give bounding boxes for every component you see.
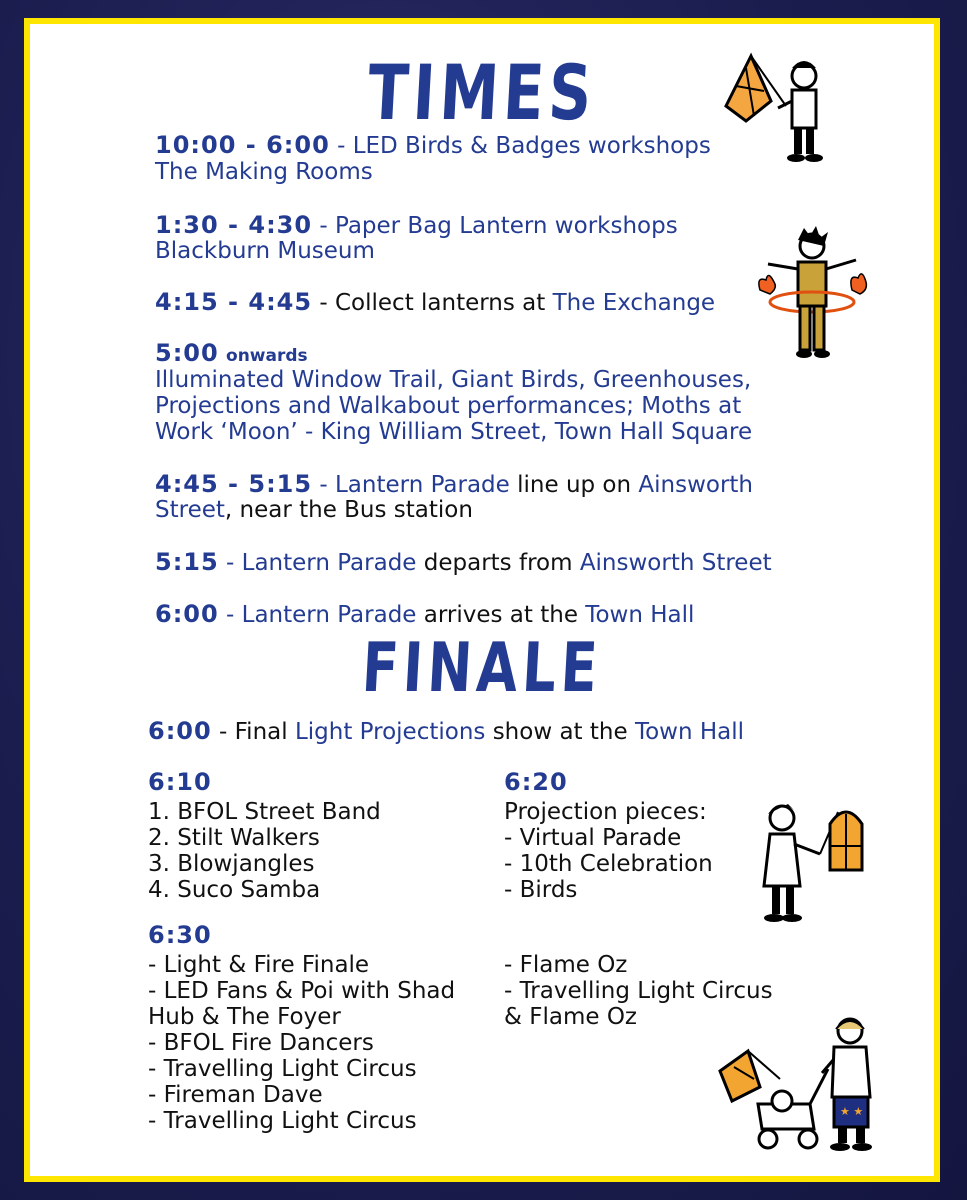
event-text: - [218, 550, 242, 576]
event-place: Town Hall [634, 719, 745, 745]
finale-intro [148, 718, 744, 745]
time-row-7 [155, 601, 694, 628]
event-text: - Collect lanterns at [312, 290, 553, 316]
event-place: Town Hall [585, 602, 695, 628]
time-label: 6:00 [155, 600, 219, 628]
fire-hoop-dancer-icon [752, 224, 872, 364]
time-label: 4:45 - 5:15 [155, 470, 313, 498]
event-text: , near the Bus station [224, 497, 473, 523]
list-item: - Birds [504, 877, 578, 903]
time-row-4 [155, 340, 308, 369]
time-label: 5:00 [155, 339, 219, 367]
list-item: Projection pieces: [504, 799, 707, 825]
time-row-6 [155, 549, 772, 576]
event-place: Ainsworth [638, 472, 754, 498]
finale-heading: FINALE [360, 629, 604, 708]
event-text: - [218, 602, 242, 628]
list-item: Hub & The Foyer [148, 1004, 341, 1030]
time-row-1 [155, 132, 711, 159]
list-item: 2. Stilt Walkers [148, 825, 320, 851]
time-label-610: 6:10 [148, 768, 212, 796]
event-line: Work ‘Moon’ - King William Street, Town Hall Square [155, 419, 753, 445]
event-text: line up on [509, 472, 639, 498]
time-label: 4:15 - 4:45 [155, 288, 313, 316]
event-text: show at the [485, 719, 635, 745]
list-item: - Travelling Light Circus [148, 1108, 417, 1134]
list-item: 3. Blowjangles [148, 851, 315, 877]
list-item: - Flame Oz [504, 952, 628, 978]
time-row-5-cont [155, 497, 473, 523]
poster-frame [24, 18, 940, 1182]
time-label: 1:30 - 4:30 [155, 211, 313, 239]
list-item: - BFOL Fire Dancers [148, 1030, 374, 1056]
parent-with-pushchair-icon [710, 1009, 880, 1159]
time-row-2 [155, 212, 678, 239]
times-heading: TIMES [365, 48, 599, 137]
event-desc: - Paper Bag Lantern workshops [319, 213, 678, 239]
list-item: - Virtual Parade [504, 825, 682, 851]
list-item: - Travelling Light Circus [504, 978, 773, 1004]
list-item: - Fireman Dave [148, 1082, 323, 1108]
time-row-3 [155, 289, 715, 316]
event-name: Lantern Parade [334, 472, 510, 498]
time-label: 6:00 [148, 717, 212, 745]
event-name: Light Projections [294, 719, 486, 745]
event-text: arrives at the [416, 602, 586, 628]
event-desc: - LED Birds & Badges workshops [337, 133, 711, 159]
event-name: Lantern Parade [241, 602, 417, 628]
list-item: & Flame Oz [504, 1004, 638, 1030]
event-text: - [312, 472, 335, 498]
lantern-child-icon [716, 46, 836, 166]
time-label-620: 6:20 [504, 768, 568, 796]
time-row-5 [155, 471, 753, 498]
event-text: - Final [211, 719, 295, 745]
time-label: 10:00 - 6:00 [155, 131, 330, 159]
event-name: Lantern Parade [241, 550, 417, 576]
time-suffix: onwards [226, 346, 308, 366]
list-item: - Light & Fire Finale [148, 952, 370, 978]
svg-text:★ ★: ★ ★ [840, 1105, 864, 1118]
time-label-630: 6:30 [148, 921, 212, 949]
event-line: Illuminated Window Trail, Giant Birds, Greenhouses, [155, 367, 752, 393]
event-place: The Exchange [552, 290, 716, 316]
girl-with-lantern-icon [750, 794, 875, 924]
time-label: 5:15 [155, 548, 219, 576]
event-place: Street [155, 497, 225, 523]
list-item: 1. BFOL Street Band [148, 799, 381, 825]
list-item: - Travelling Light Circus [148, 1056, 417, 1082]
list-item: - LED Fans & Poi with Shad [148, 978, 456, 1004]
event-line: Projections and Walkabout performances; Moths at [155, 393, 742, 419]
event-place: Ainsworth Street [579, 550, 772, 576]
event-text: departs from [416, 550, 580, 576]
list-item: 4. Suco Samba [148, 877, 321, 903]
event-place: The Making Rooms [155, 159, 373, 185]
event-place: Blackburn Museum [155, 238, 375, 264]
list-item: - 10th Celebration [504, 851, 713, 877]
